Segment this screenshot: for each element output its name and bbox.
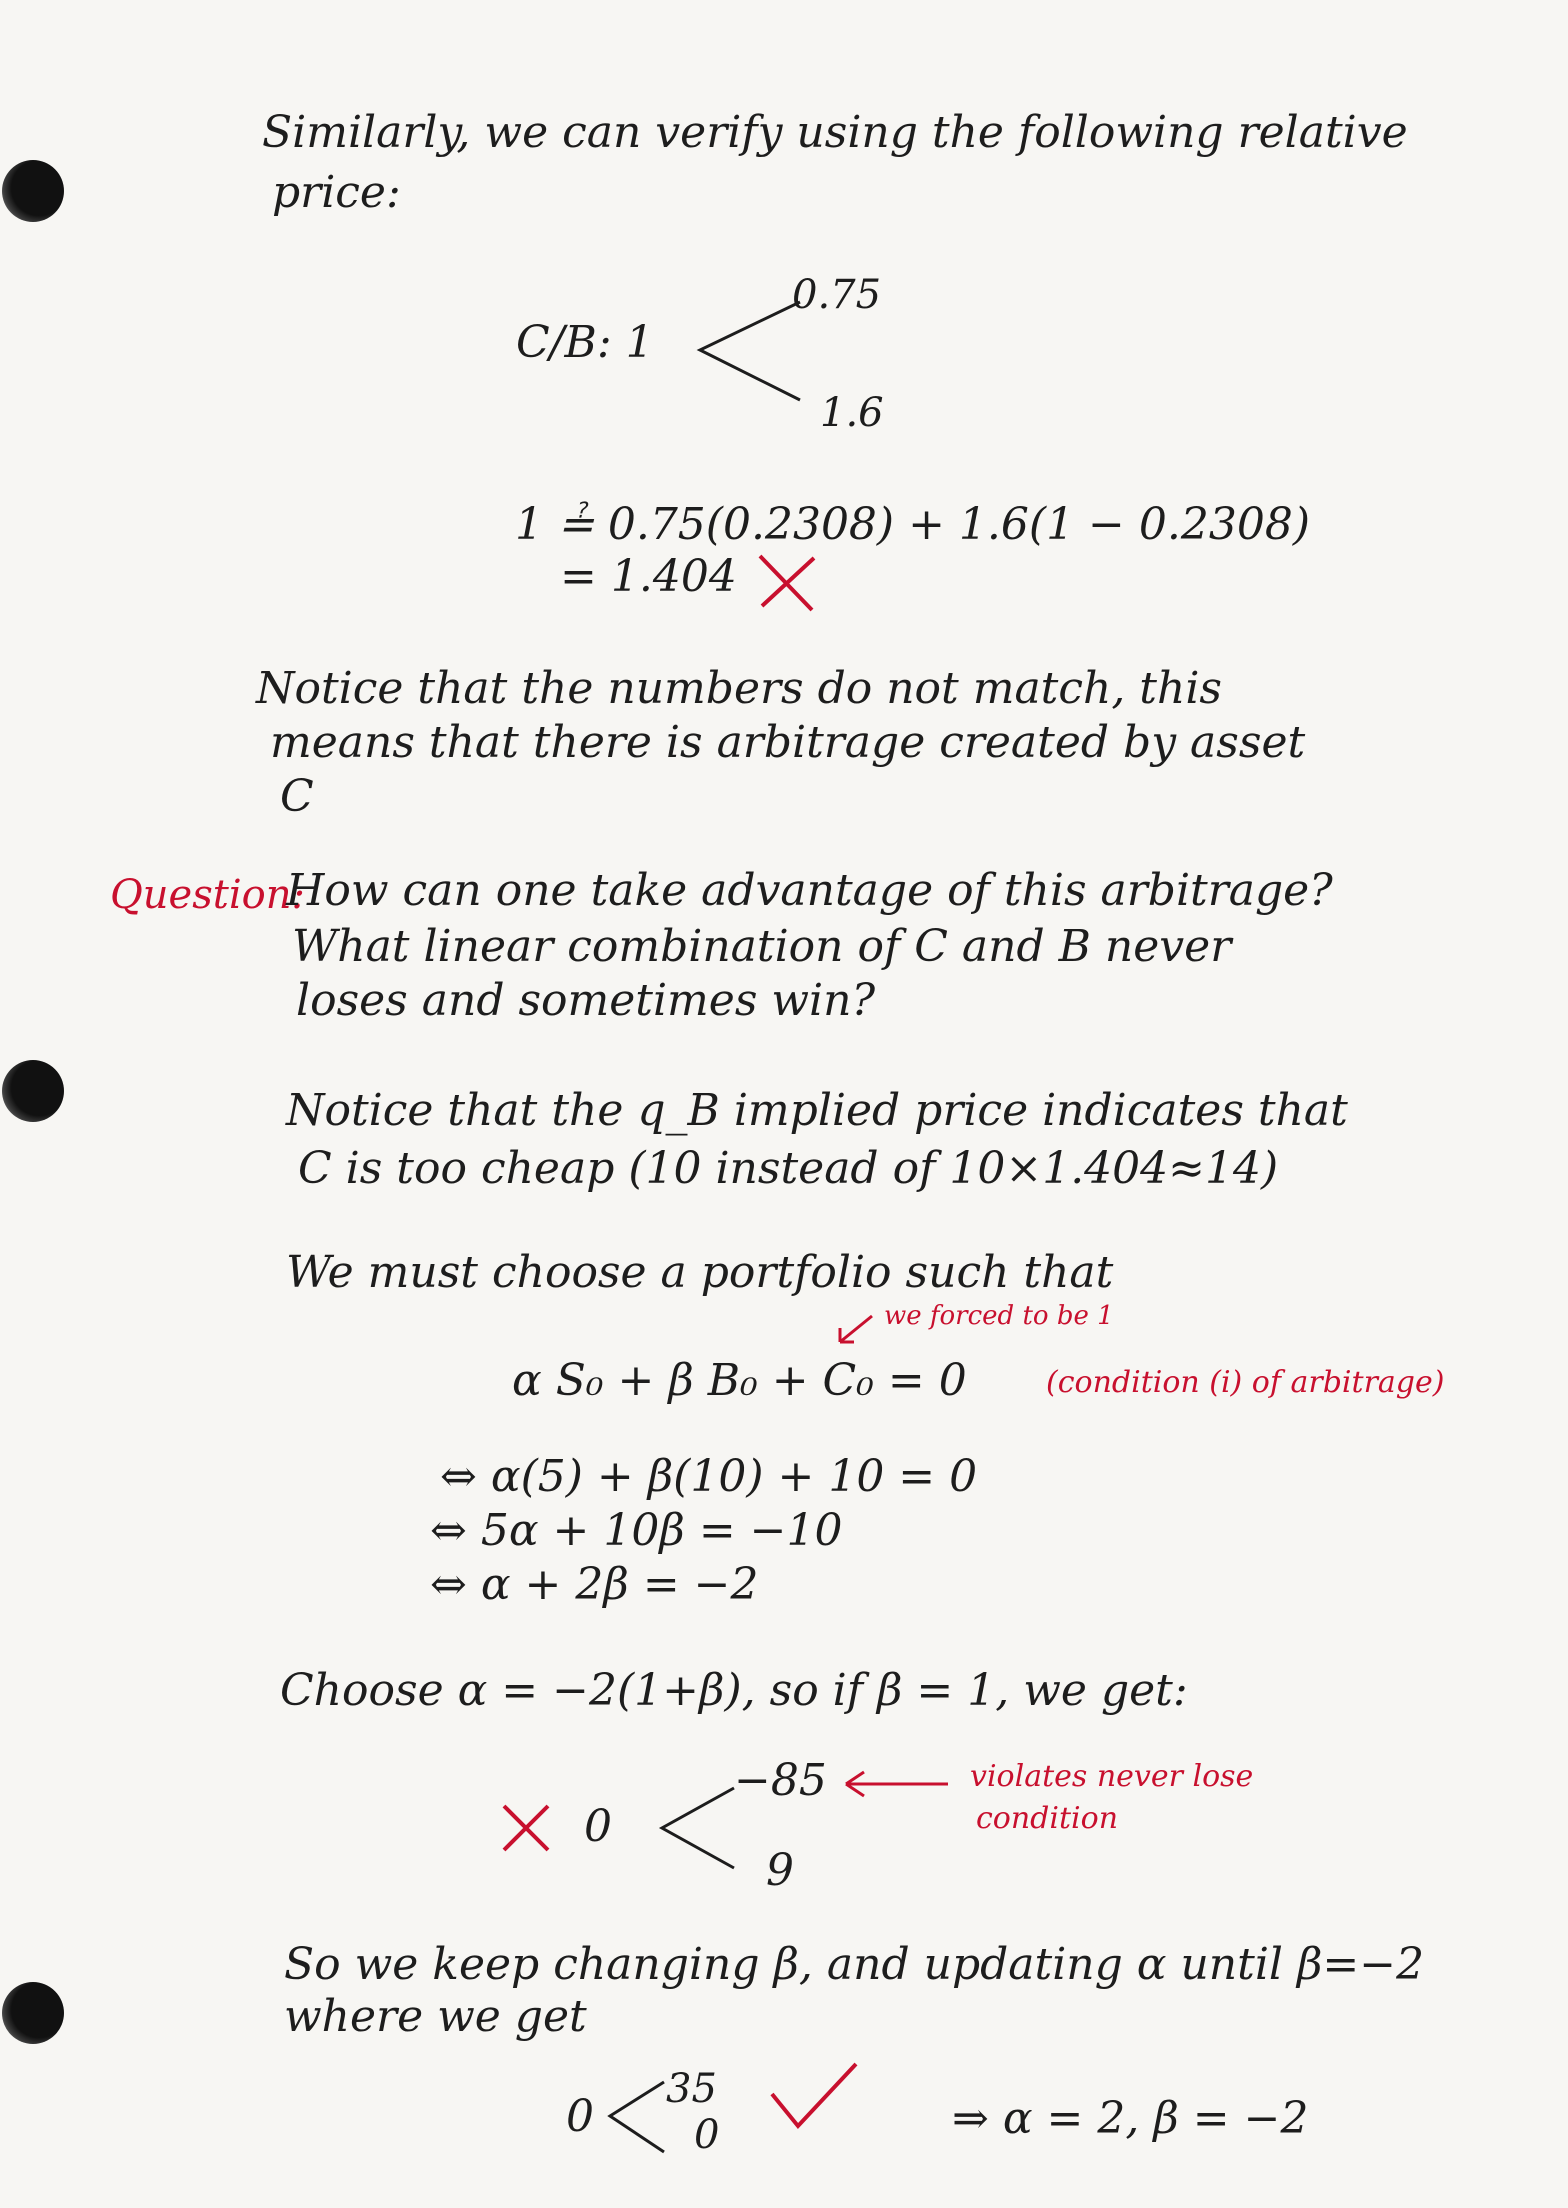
notice1-line-3: C (280, 771, 314, 822)
tree2-note-line-1: violates never lose (970, 1759, 1254, 1794)
notice1-line-2: means that there is arbitrage created by asset (270, 717, 1306, 768)
intro-line-2: price: (272, 167, 401, 218)
cross-icon (752, 548, 822, 618)
keep-line-1: So we keep changing β, and updating α until β=−2 (284, 1939, 1425, 1990)
check-mark-icon (764, 2056, 864, 2136)
binder-hole-middle (2, 1060, 64, 1122)
tree2-label: 0 (584, 1801, 612, 1852)
notice2-line-2: C is too cheap (10 instead of 10×1.404≈14) (298, 1143, 1279, 1194)
tree3-label: 0 (566, 2091, 594, 2142)
check-line-2: = 1.404 (560, 551, 737, 602)
portfolio-line-1: We must choose a portfolio such that (286, 1247, 1114, 1298)
portfolio-equation-4: ⇔ α + 2β = −2 (430, 1559, 759, 1610)
keep-line-2: where we get (284, 1991, 587, 2042)
notice1-line-1: Notice that the numbers do not match, this (256, 663, 1222, 714)
tree1-label: C/B: 1 (516, 317, 654, 368)
check-line-1: 1 ≟ 0.75(0.2308) + 1.6(1 − 0.2308) (515, 499, 1311, 550)
choose-line-1: Choose α = −2(1+β), so if β = 1, we get: (280, 1665, 1188, 1716)
question-label: Question: (110, 872, 305, 918)
binder-hole-bottom (2, 1982, 64, 2044)
tree2-up-value: −85 (734, 1755, 827, 1806)
condition-note: (condition (i) of arbitrage) (1046, 1365, 1445, 1400)
question-line-3: loses and sometimes win? (296, 975, 876, 1026)
binder-hole-top (2, 160, 64, 222)
notice2-line-1: Notice that the q_B implied price indicates that (286, 1085, 1348, 1136)
arrow-left-icon (836, 1764, 956, 1804)
tree2-note-line-2: condition (976, 1801, 1119, 1836)
tree2-branches (652, 1780, 742, 1880)
tree3-branches (602, 2074, 672, 2164)
tree2-down-value: 9 (766, 1845, 794, 1896)
portfolio-equation-2: ⇔ α(5) + β(10) + 10 = 0 (440, 1451, 978, 1502)
cross-icon-2 (498, 1800, 554, 1856)
tree1-up-value: 0.75 (792, 272, 882, 318)
tree1-down-value: 1.6 (820, 390, 884, 436)
arrow-icon (832, 1310, 876, 1350)
portfolio-equation-3: ⇔ 5α + 10β = −10 (430, 1505, 843, 1556)
intro-line-1: Similarly, we can verify using the following relative (262, 107, 1408, 158)
tree3-down-value: 0 (694, 2112, 720, 2158)
portfolio-equation-1: α S₀ + β B₀ + C₀ = 0 (512, 1355, 967, 1406)
tree3-up-value: 35 (666, 2066, 717, 2112)
question-line-2: What linear combination of C and B never (292, 921, 1232, 972)
forced-note: we forced to be 1 (884, 1301, 1114, 1331)
tree3-result: ⇒ α = 2, β = −2 (952, 2093, 1309, 2144)
question-line-1: How can one take advantage of this arbitrage? (286, 865, 1333, 916)
